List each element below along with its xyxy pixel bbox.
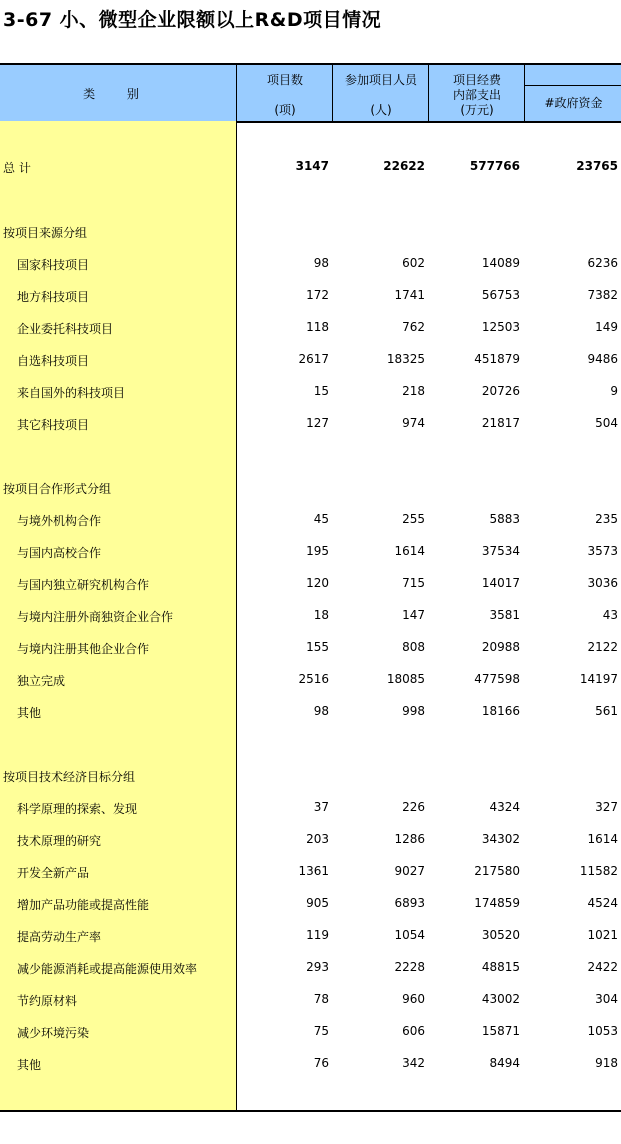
project-count-cell: 127 (306, 416, 329, 430)
personnel-cell: 226 (402, 800, 425, 814)
funding-cell: 14017 (481, 576, 520, 590)
government-funds-header-label: #政府资金 (544, 96, 603, 110)
funding-cell: 4324 (489, 800, 520, 814)
funding-cell: 56753 (481, 288, 520, 302)
total-government-funds: 23765 (576, 159, 618, 173)
page-title: 3-67 小、微型企业限额以上R&D项目情况 (3, 9, 382, 31)
government-funds-cell: 43 (602, 608, 618, 622)
personnel-cell: 255 (402, 512, 425, 526)
table-row (0, 640, 621, 658)
section-heading-label: 按项目技术经济目标分组 (3, 770, 136, 784)
funding-cell: 5883 (489, 512, 520, 526)
table-row (0, 576, 621, 594)
section-heading (0, 480, 621, 498)
category-header (0, 65, 236, 121)
total-project-count: 3147 (295, 159, 329, 173)
section-heading-label: 按项目合作形式分组 (3, 482, 112, 496)
row-label: 减少环境污染 (17, 1026, 90, 1040)
personnel-cell: 715 (402, 576, 425, 590)
funding-cell: 20988 (481, 640, 520, 654)
funding-cell: 174859 (474, 896, 520, 910)
table-row (0, 544, 621, 562)
government-funds-cell: 2422 (587, 960, 618, 974)
funding-cell: 30520 (481, 928, 520, 942)
funding-cell: 20726 (481, 384, 520, 398)
row-label: 其他 (17, 706, 42, 720)
project-count-header (236, 65, 333, 121)
project-count-cell: 2617 (298, 352, 329, 366)
table-row (0, 384, 621, 402)
personnel-cell: 1054 (394, 928, 425, 942)
row-label: 增加产品功能或提高性能 (17, 898, 150, 912)
project-count-cell: 37 (313, 800, 329, 814)
row-label: 自选科技项目 (17, 354, 90, 368)
table-bottom-border (0, 1110, 621, 1112)
table-row (0, 320, 621, 338)
personnel-cell: 18085 (386, 672, 425, 686)
funding-cell: 217580 (474, 864, 520, 878)
government-funds-cell: 1053 (587, 1024, 618, 1038)
project-count-cell: 78 (313, 992, 329, 1006)
government-funds-cell: 3573 (587, 544, 618, 558)
table-row (0, 864, 621, 882)
funding-header (428, 65, 525, 121)
funding-header-label-2: 内部支出 (452, 88, 501, 102)
table-row (0, 608, 621, 626)
project-count-cell: 75 (313, 1024, 329, 1038)
government-funds-cell: 4524 (587, 896, 618, 910)
row-label: 与境外机构合作 (17, 514, 102, 528)
personnel-cell: 606 (402, 1024, 425, 1038)
government-funds-cell: 14197 (579, 672, 618, 686)
total-label: 总 计 (3, 161, 31, 175)
project-count-cell: 15 (313, 384, 329, 398)
personnel-cell: 218 (402, 384, 425, 398)
funding-cell: 48815 (481, 960, 520, 974)
government-funds-cell: 11582 (579, 864, 618, 878)
personnel-cell: 1286 (394, 832, 425, 846)
header-divider (524, 85, 621, 86)
project-count-cell: 2516 (298, 672, 329, 686)
table-header (0, 63, 621, 123)
table-row (0, 800, 621, 818)
government-funds-cell: 327 (595, 800, 618, 814)
project-count-cell: 155 (306, 640, 329, 654)
funding-cell: 12503 (481, 320, 520, 334)
personnel-cell: 808 (402, 640, 425, 654)
project-count-cell: 119 (306, 928, 329, 942)
project-count-cell: 98 (313, 256, 329, 270)
table-row (0, 416, 621, 434)
government-funds-cell: 9486 (587, 352, 618, 366)
table-row (0, 928, 621, 946)
funding-cell: 21817 (481, 416, 520, 430)
personnel-cell: 602 (402, 256, 425, 270)
funding-cell: 34302 (481, 832, 520, 846)
funding-cell: 14089 (481, 256, 520, 270)
government-funds-cell: 6236 (587, 256, 618, 270)
row-label: 国家科技项目 (17, 258, 90, 272)
government-funds-cell: 918 (595, 1056, 618, 1070)
funding-header-label: 项目经费 (452, 73, 501, 87)
row-label: 与境内注册外商独资企业合作 (17, 610, 174, 624)
personnel-cell: 342 (402, 1056, 425, 1070)
section-heading (0, 224, 621, 242)
table-row (0, 1056, 621, 1074)
government-funds-cell: 561 (595, 704, 618, 718)
row-label: 开发全新产品 (17, 866, 90, 880)
personnel-cell: 998 (402, 704, 425, 718)
section-heading (0, 768, 621, 786)
project-count-header-label: 项目数 (266, 73, 303, 87)
row-label: 独立完成 (17, 674, 66, 688)
personnel-cell: 9027 (394, 864, 425, 878)
row-label: 技术原理的研究 (17, 834, 102, 848)
row-label: 科学原理的探索、发现 (17, 802, 138, 816)
section-heading-label: 按项目来源分组 (3, 226, 88, 240)
table-row (0, 960, 621, 978)
funding-cell: 3581 (489, 608, 520, 622)
funding-cell: 37534 (481, 544, 520, 558)
personnel-header (332, 65, 429, 121)
personnel-header-unit: (人) (370, 103, 392, 117)
project-count-cell: 98 (313, 704, 329, 718)
personnel-cell: 6893 (394, 896, 425, 910)
total-row (0, 159, 621, 177)
government-funds-cell: 504 (595, 416, 618, 430)
personnel-cell: 1614 (394, 544, 425, 558)
row-label: 企业委托科技项目 (17, 322, 114, 336)
category-header-label: 类 别 (83, 87, 153, 101)
row-label: 与国内高校合作 (17, 546, 102, 560)
table-row (0, 896, 621, 914)
government-funds-cell: 2122 (587, 640, 618, 654)
row-label: 其他 (17, 1058, 42, 1072)
table-row (0, 832, 621, 850)
total-personnel: 22622 (383, 159, 425, 173)
government-funds-cell: 1614 (587, 832, 618, 846)
government-funds-header (524, 65, 621, 121)
project-count-cell: 18 (313, 608, 329, 622)
funding-cell: 43002 (481, 992, 520, 1006)
table-row (0, 256, 621, 274)
project-count-cell: 905 (306, 896, 329, 910)
government-funds-cell: 1021 (587, 928, 618, 942)
funding-cell: 8494 (489, 1056, 520, 1070)
project-count-cell: 195 (306, 544, 329, 558)
funding-cell: 477598 (474, 672, 520, 686)
project-count-header-unit: (项) (274, 103, 296, 117)
row-label: 节约原材料 (17, 994, 78, 1008)
table-row (0, 288, 621, 306)
government-funds-cell: 7382 (587, 288, 618, 302)
total-funding: 577766 (469, 159, 520, 173)
personnel-cell: 2228 (394, 960, 425, 974)
funding-cell: 451879 (474, 352, 520, 366)
personnel-cell: 18325 (386, 352, 425, 366)
project-count-cell: 76 (313, 1056, 329, 1070)
government-funds-cell: 3036 (587, 576, 618, 590)
government-funds-cell: 304 (595, 992, 618, 1006)
table-row (0, 352, 621, 370)
row-label: 提高劳动生产率 (17, 930, 102, 944)
project-count-cell: 172 (306, 288, 329, 302)
government-funds-cell: 9 (610, 384, 618, 398)
row-label: 地方科技项目 (17, 290, 90, 304)
row-label: 来自国外的科技项目 (17, 386, 126, 400)
project-count-cell: 120 (306, 576, 329, 590)
table-row (0, 672, 621, 690)
row-label: 与国内独立研究机构合作 (17, 578, 150, 592)
funding-header-unit: (万元) (460, 103, 494, 117)
funding-cell: 18166 (481, 704, 520, 718)
personnel-cell: 1741 (394, 288, 425, 302)
project-count-cell: 1361 (298, 864, 329, 878)
government-funds-cell: 149 (595, 320, 618, 334)
personnel-cell: 974 (402, 416, 425, 430)
table-row (0, 512, 621, 530)
personnel-header-label: 参加项目人员 (344, 73, 417, 87)
personnel-cell: 762 (402, 320, 425, 334)
personnel-cell: 960 (402, 992, 425, 1006)
project-count-cell: 118 (306, 320, 329, 334)
row-label: 与境内注册其他企业合作 (17, 642, 150, 656)
government-funds-cell: 235 (595, 512, 618, 526)
project-count-cell: 293 (306, 960, 329, 974)
row-label: 减少能源消耗或提高能源使用效率 (17, 962, 198, 976)
table-row (0, 704, 621, 722)
table-row (0, 992, 621, 1010)
project-count-cell: 203 (306, 832, 329, 846)
personnel-cell: 147 (402, 608, 425, 622)
table-row (0, 1024, 621, 1042)
project-count-cell: 45 (313, 512, 329, 526)
funding-cell: 15871 (481, 1024, 520, 1038)
row-label: 其它科技项目 (17, 418, 90, 432)
